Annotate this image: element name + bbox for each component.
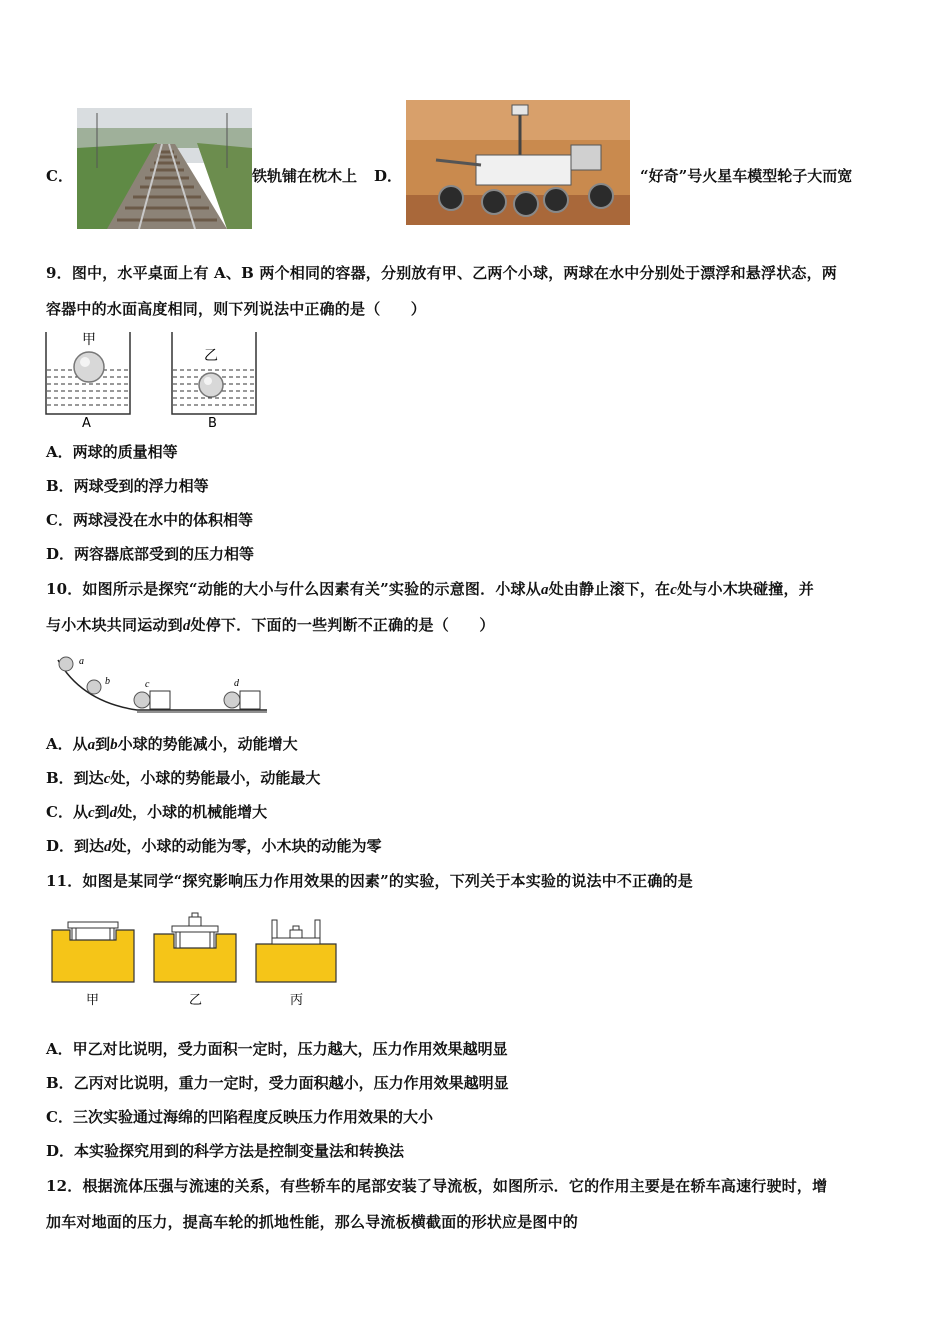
q11-option-c: C．三次实验通过海绵的凹陷程度反映压力作用效果的大小 — [46, 1108, 433, 1126]
sponge-bing — [256, 920, 336, 982]
q8-option-d-text: “好奇”号火星车模型轮子大而宽 — [640, 167, 853, 185]
label-ball-b: 乙 — [204, 348, 218, 364]
q11-option-d: D．本实验探究用到的科学方法是控制变量法和转换法 — [46, 1142, 405, 1160]
q8-option-d-label: D． — [374, 167, 403, 185]
q11-stem-line1: 11．如图是某同学“探究影响压力作用效果的因素”的实验，下列关于本实验的说法中不正确的是 — [46, 872, 693, 890]
ball-position-c — [134, 692, 150, 708]
q10-option-d: D．到达d处，小球的动能为零，小木块的动能为零 — [46, 837, 382, 855]
q10-option-c: C．从c到d处，小球的机械能增大 — [46, 803, 268, 821]
block-d — [240, 691, 260, 709]
ball-b — [199, 373, 223, 397]
label-jia: 甲 — [86, 993, 100, 1008]
q9-option-c: C．两球浸没在水中的体积相等 — [46, 511, 253, 529]
block-c — [150, 691, 170, 709]
q10-stem-line2: 与小木块共同运动到d处停下．下面的一些判断不正确的是（ ） — [46, 616, 495, 634]
q9-option-d: D．两容器底部受到的压力相等 — [46, 545, 255, 563]
ball-position-b — [87, 680, 101, 694]
q11-sponge-figure — [50, 912, 342, 1012]
q8-option-c-label: C． — [46, 167, 73, 185]
label-yi: 乙 — [189, 993, 203, 1008]
ball-position-d — [224, 692, 240, 708]
mars-rover-photo — [406, 100, 630, 225]
q10-ramp-figure — [52, 652, 272, 714]
ball-a — [74, 352, 104, 382]
label-a: a — [79, 656, 84, 667]
q10-option-a: A．从a到b小球的势能减小，动能增大 — [46, 735, 298, 753]
label-bing: 丙 — [290, 993, 304, 1008]
q11-option-a: A．甲乙对比说明，受力面积一定时，压力越大，压力作用效果越明显 — [46, 1040, 508, 1058]
sponge-jia — [52, 922, 134, 982]
q9-containers-figure — [44, 330, 259, 430]
ball-position-a — [59, 657, 73, 671]
label-d: d — [234, 678, 239, 689]
label-c: c — [145, 679, 150, 690]
q9-option-a: A．两球的质量相等 — [46, 443, 178, 461]
label-container-a: A — [82, 416, 91, 430]
q11-option-b: B．乙丙对比说明，重力一定时，受力面积越小，压力作用效果越明显 — [46, 1074, 509, 1092]
label-ball-a: 甲 — [82, 332, 96, 348]
label-container-b: B — [208, 416, 217, 430]
q8-option-c-text: 铁轨铺在枕木上 — [252, 167, 358, 185]
q9-option-b: B．两球受到的浮力相等 — [46, 477, 209, 495]
q9-stem-line2: 容器中的水面高度相同，则下列说法中正确的是（ ） — [46, 300, 427, 318]
label-b: b — [105, 676, 110, 687]
sponge-yi — [154, 913, 236, 982]
q10-stem-line1: 10．如图所示是探究“动能的大小与什么因素有关”实验的示意图．小球从a处由静止滚下，在c处与小木块碰撞，并 — [46, 580, 814, 598]
railway-track-photo — [77, 108, 252, 229]
q10-option-b: B．到达c处，小球的势能最小，动能最大 — [46, 769, 321, 787]
q12-stem-line2: 加车对地面的压力，提高车轮的抓地性能，那么导流板横截面的形状应是图中的 — [46, 1213, 579, 1231]
q9-stem-line1: 9．图中，水平桌面上有 A、B 两个相同的容器，分别放有甲、乙两个小球，两球在水中分别处于漂浮和悬浮状态，两 — [46, 264, 838, 282]
q12-stem-line1: 12．根据流体压强与流速的关系，有些轿车的尾部安装了导流板，如图所示．它的作用主要是在轿车高速行驶时，增 — [46, 1177, 828, 1195]
